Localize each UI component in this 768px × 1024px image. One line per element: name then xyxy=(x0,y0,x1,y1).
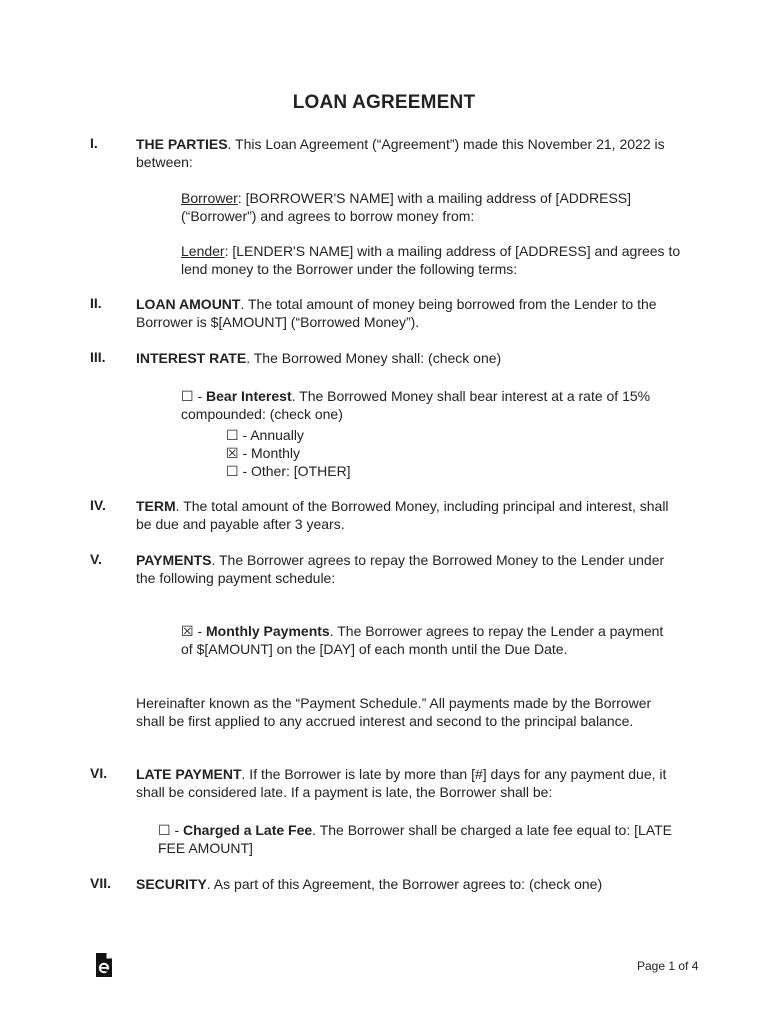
section-payments xyxy=(136,551,681,587)
section-parties xyxy=(136,135,681,171)
choice-annually[interactable]: ☐ - Annually xyxy=(226,427,304,443)
interest-option: ☐ - Bear Interest. The Borrowed Money shall bear interest at a rate of 15% compounded: (check one) xyxy=(181,388,651,422)
section-number: IV. xyxy=(90,497,106,513)
section-text: . The total amount of money being borrowed from the Lender to the Borrower is $[AMOUNT] (“Borrowed Money”). xyxy=(136,296,657,330)
option-heading: Charged a Late Fee xyxy=(183,822,313,838)
borrower-label: Borrower xyxy=(181,190,238,206)
checkbox-unchecked-icon[interactable]: ☐ xyxy=(181,388,194,404)
section-number: I. xyxy=(90,135,98,151)
section-heading: SECURITY xyxy=(136,876,207,892)
section-heading: LATE PAYMENT xyxy=(136,766,242,782)
section-number: V. xyxy=(90,551,102,567)
section-heading: LOAN AMOUNT xyxy=(136,296,241,312)
payment-schedule-note: Hereinafter known as the “Payment Schedule.” All payments made by the Borrower shall be first applied to any accrued interest and second to the principal balance. xyxy=(136,695,652,729)
lender-label: Lender xyxy=(181,243,225,259)
checkbox-unchecked-icon[interactable]: ☐ xyxy=(158,822,171,838)
section-number: VII. xyxy=(90,875,112,891)
option-text: . The Borrower shall be charged a late fee equal to: [LATE FEE AMOUNT] xyxy=(158,822,672,856)
option-heading: Bear Interest xyxy=(206,388,292,404)
section-number: VI. xyxy=(90,765,108,781)
eforms-logo-icon xyxy=(94,951,114,979)
section-text: . This Loan Agreement (“Agreement”) made this November 21, 2022 is between: xyxy=(136,136,665,170)
section-security xyxy=(136,875,681,893)
section-text: . As part of this Agreement, the Borrower agrees to: (check one) xyxy=(206,876,603,892)
choice-monthly[interactable]: ☒ - Monthly xyxy=(226,445,301,461)
section-loan-amount xyxy=(136,295,681,331)
page-number: Page 1 of 4 xyxy=(637,959,699,973)
section-heading: TERM xyxy=(136,498,176,514)
section-late-payment xyxy=(136,765,681,801)
borrower-text: : [BORROWER'S NAME] with a mailing address of [ADDRESS] (“Borrower”) and agrees to borrow money from: xyxy=(181,190,632,224)
section-heading: THE PARTIES xyxy=(136,136,228,152)
section-term xyxy=(136,497,681,533)
borrower-clause xyxy=(181,189,681,225)
option-text: . The Borrower agrees to repay the Lender a payment of $[AMOUNT] on the [DAY] of each month until the Due Date. xyxy=(181,623,664,657)
section-interest-rate xyxy=(136,349,681,367)
choice-other[interactable]: ☐ - Other: [OTHER] xyxy=(226,463,351,479)
lender-clause xyxy=(181,242,681,278)
section-heading: INTEREST RATE xyxy=(136,350,247,366)
section-text: . If the Borrower is late by more than [#] days for any payment due, it shall be considered late. If a payment is late, the Borrower shall be: xyxy=(136,766,667,800)
section-text: . The total amount of the Borrowed Money, including principal and interest, shall be due and payable after 3 years. xyxy=(136,498,669,532)
lender-text: : [LENDER'S NAME] with a mailing address of [ADDRESS] and agrees to lend money to the Borrower under the following terms: xyxy=(181,243,681,277)
payment-option: ☒ - Monthly Payments. The Borrower agrees to repay the Lender a payment of $[AMOUNT] on the [DAY] of each month until the Due Date. xyxy=(181,623,664,657)
section-text: . The Borrowed Money shall: (check one) xyxy=(246,350,502,366)
late-fee-option: ☐ - Charged a Late Fee. The Borrower shall be charged a late fee equal to: [LATE FEE AMOUNT] xyxy=(158,822,672,856)
option-heading: Monthly Payments xyxy=(206,623,330,639)
option-text: . The Borrowed Money shall bear interest at a rate of 15% compounded: (check one) xyxy=(181,388,651,422)
checkbox-checked-icon[interactable]: ☒ xyxy=(181,623,194,639)
section-heading: PAYMENTS xyxy=(136,552,212,568)
document-title: LOAN AGREEMENT xyxy=(292,92,476,113)
section-number: III. xyxy=(90,349,106,365)
section-text: . The Borrower agrees to repay the Borrowed Money to the Lender under the following payment schedule: xyxy=(136,552,665,586)
section-number: II. xyxy=(90,295,102,311)
